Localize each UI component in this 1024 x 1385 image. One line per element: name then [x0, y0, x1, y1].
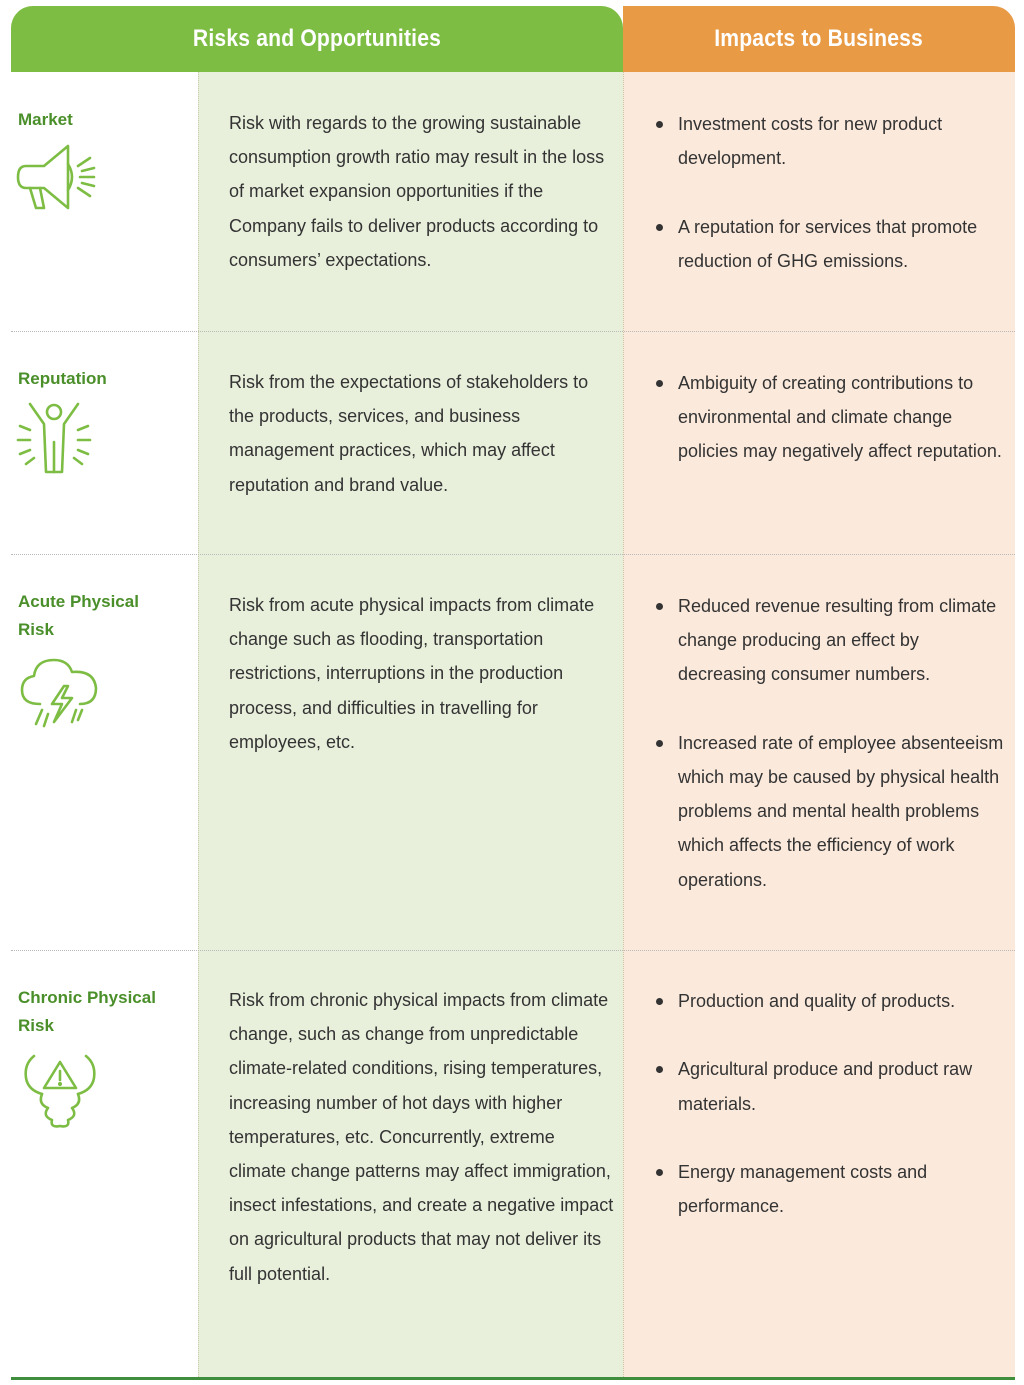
description-market: Risk with regards to the growing sustainable consumption growth ratio may result in the loss of market expansion opportunities if the Company fails to deliver products according to consumers’ expectations.: [229, 113, 605, 270]
megaphone-icon: [14, 142, 100, 214]
impact-item: Production and quality of products.: [654, 984, 1004, 1018]
row-divider: [11, 331, 1015, 332]
header-impacts-business: [623, 6, 1015, 72]
impacts-reputation: [654, 366, 1004, 469]
category-market: Market: [18, 110, 73, 129]
category-acute-physical-risk: Acute Physical Risk: [18, 592, 139, 639]
category-reputation: Reputation: [18, 369, 107, 388]
storm-cloud-icon: [18, 656, 100, 730]
impact-item: Investment costs for new product development.: [654, 107, 1004, 175]
impact-item: Increased rate of employee absenteeism which may be caused by physical health problems and mental health problems which affects the efficiency of work operations.: [654, 726, 1004, 897]
person-arms-raised-icon: [16, 398, 92, 476]
description-reputation: Risk from the expectations of stakeholders to the products, services, and business management practices, which may affect reputation and brand value.: [229, 372, 589, 495]
column-divider: [198, 72, 199, 1377]
description-acute-physical-risk: Risk from acute physical impacts from climate change such as flooding, transportation restrictions, interruptions in the production process, and difficulties in travelling for employees, etc.: [229, 595, 595, 752]
header-right-title: Impacts to Business: [714, 25, 924, 52]
warning-tornado-icon: [20, 1050, 100, 1130]
impacts-acute-physical-risk: [654, 589, 1004, 897]
impacts-market: [654, 107, 1004, 278]
category-chronic-physical-risk: Chronic Physical Risk: [18, 988, 156, 1035]
impact-item: Energy management costs and performance.: [654, 1155, 1004, 1223]
description-chronic-physical-risk: Risk from chronic physical impacts from climate change, such as change from unpredictable climate-related conditions, rising temperatures, increasing number of hot days with higher temperatures, etc. Concurrently, extreme climate change patterns may affect immigration, insect infestations, and create a negative impact on agricultural products that may not deliver its full potential.: [229, 990, 614, 1284]
impacts-chronic-physical-risk: [654, 984, 1004, 1223]
row-divider: [11, 554, 1015, 555]
impact-item: Agricultural produce and product raw materials.: [654, 1052, 1004, 1120]
row-divider: [11, 950, 1015, 951]
impact-item: Ambiguity of creating contributions to environmental and climate change policies may negatively affect reputation.: [654, 366, 1004, 469]
impact-item: Reduced revenue resulting from climate change producing an effect by decreasing consumer numbers.: [654, 589, 1004, 692]
header-risks-opportunities: [11, 6, 623, 72]
header-left-title: Risks and Opportunities: [192, 25, 442, 52]
table-bottom-rule: [11, 1377, 1015, 1380]
impact-item: A reputation for services that promote reduction of GHG emissions.: [654, 210, 1004, 278]
column-divider: [623, 72, 624, 1377]
